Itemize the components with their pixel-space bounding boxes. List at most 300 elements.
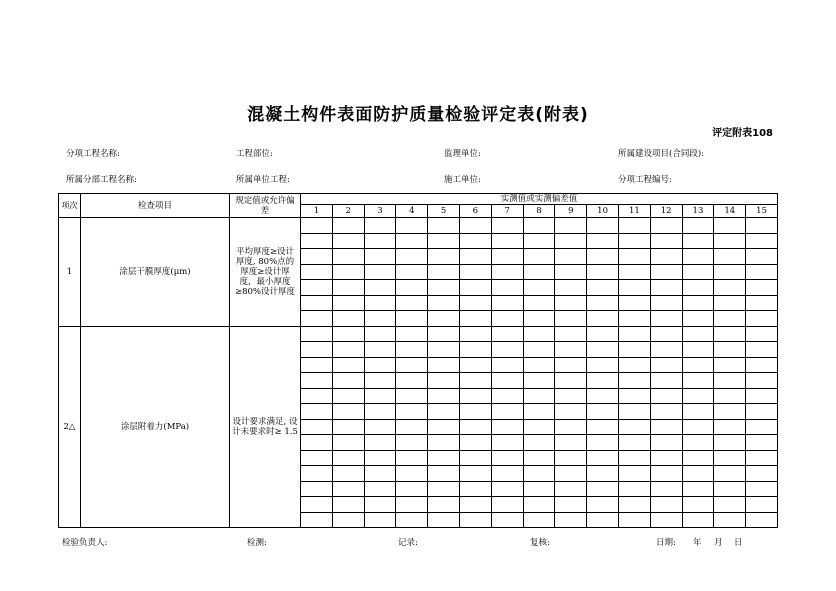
- measured-value-cell[interactable]: [555, 218, 587, 234]
- measured-value-cell[interactable]: [428, 280, 460, 296]
- measured-value-cell[interactable]: [682, 326, 714, 342]
- measured-value-cell[interactable]: [587, 311, 619, 327]
- measured-value-cell[interactable]: [459, 249, 491, 265]
- measured-value-cell[interactable]: [459, 233, 491, 249]
- measured-value-cell[interactable]: [682, 311, 714, 327]
- measured-value-cell[interactable]: [555, 373, 587, 389]
- measured-value-cell[interactable]: [459, 388, 491, 404]
- measured-value-cell[interactable]: [301, 264, 333, 280]
- measured-value-cell[interactable]: [332, 435, 364, 451]
- measured-value-cell[interactable]: [301, 218, 333, 234]
- measured-value-cell[interactable]: [364, 249, 396, 265]
- measured-value-cell[interactable]: [587, 450, 619, 466]
- measured-value-cell[interactable]: [523, 481, 555, 497]
- measured-value-cell[interactable]: [428, 326, 460, 342]
- measured-value-cell[interactable]: [396, 218, 428, 234]
- measured-value-cell[interactable]: [523, 218, 555, 234]
- measured-value-cell[interactable]: [618, 404, 650, 420]
- measured-value-cell[interactable]: [682, 419, 714, 435]
- measured-value-cell[interactable]: [746, 481, 778, 497]
- measured-value-cell[interactable]: [428, 342, 460, 358]
- measured-value-cell[interactable]: [555, 404, 587, 420]
- measured-value-cell[interactable]: [396, 512, 428, 528]
- measured-value-cell[interactable]: [364, 218, 396, 234]
- measured-value-cell[interactable]: [459, 295, 491, 311]
- measured-value-cell[interactable]: [587, 295, 619, 311]
- measured-value-cell[interactable]: [428, 311, 460, 327]
- measured-value-cell[interactable]: [428, 357, 460, 373]
- measured-value-cell[interactable]: [301, 326, 333, 342]
- measured-value-cell[interactable]: [332, 264, 364, 280]
- measured-value-cell[interactable]: [491, 233, 523, 249]
- measured-value-cell[interactable]: [523, 326, 555, 342]
- measured-value-cell[interactable]: [682, 264, 714, 280]
- measured-value-cell[interactable]: [682, 357, 714, 373]
- measured-value-cell[interactable]: [714, 481, 746, 497]
- measured-value-cell[interactable]: [555, 388, 587, 404]
- measured-value-cell[interactable]: [618, 373, 650, 389]
- measured-value-cell[interactable]: [555, 512, 587, 528]
- measured-value-cell[interactable]: [332, 404, 364, 420]
- measured-value-cell[interactable]: [523, 512, 555, 528]
- measured-value-cell[interactable]: [396, 342, 428, 358]
- measured-value-cell[interactable]: [746, 512, 778, 528]
- measured-value-cell[interactable]: [714, 311, 746, 327]
- measured-value-cell[interactable]: [332, 295, 364, 311]
- measured-value-cell[interactable]: [364, 311, 396, 327]
- measured-value-cell[interactable]: [650, 311, 682, 327]
- measured-value-cell[interactable]: [587, 280, 619, 296]
- measured-value-cell[interactable]: [459, 280, 491, 296]
- measured-value-cell[interactable]: [746, 373, 778, 389]
- measured-value-cell[interactable]: [491, 404, 523, 420]
- measured-value-cell[interactable]: [618, 512, 650, 528]
- measured-value-cell[interactable]: [301, 233, 333, 249]
- measured-value-cell[interactable]: [650, 435, 682, 451]
- measured-value-cell[interactable]: [714, 326, 746, 342]
- measured-value-cell[interactable]: [746, 326, 778, 342]
- measured-value-cell[interactable]: [301, 388, 333, 404]
- measured-value-cell[interactable]: [555, 435, 587, 451]
- measured-value-cell[interactable]: [301, 357, 333, 373]
- measured-value-cell[interactable]: [301, 342, 333, 358]
- measured-value-cell[interactable]: [555, 295, 587, 311]
- measured-value-cell[interactable]: [650, 466, 682, 482]
- measured-value-cell[interactable]: [459, 311, 491, 327]
- measured-value-cell[interactable]: [555, 466, 587, 482]
- measured-value-cell[interactable]: [491, 497, 523, 513]
- measured-value-cell[interactable]: [428, 497, 460, 513]
- measured-value-cell[interactable]: [682, 388, 714, 404]
- measured-value-cell[interactable]: [459, 497, 491, 513]
- measured-value-cell[interactable]: [364, 388, 396, 404]
- measured-value-cell[interactable]: [364, 466, 396, 482]
- measured-value-cell[interactable]: [523, 450, 555, 466]
- measured-value-cell[interactable]: [396, 233, 428, 249]
- measured-value-cell[interactable]: [714, 357, 746, 373]
- measured-value-cell[interactable]: [682, 373, 714, 389]
- measured-value-cell[interactable]: [301, 512, 333, 528]
- measured-value-cell[interactable]: [459, 512, 491, 528]
- measured-value-cell[interactable]: [682, 435, 714, 451]
- measured-value-cell[interactable]: [332, 497, 364, 513]
- measured-value-cell[interactable]: [587, 481, 619, 497]
- measured-value-cell[interactable]: [587, 388, 619, 404]
- measured-value-cell[interactable]: [714, 435, 746, 451]
- measured-value-cell[interactable]: [396, 450, 428, 466]
- measured-value-cell[interactable]: [618, 419, 650, 435]
- measured-value-cell[interactable]: [746, 311, 778, 327]
- measured-value-cell[interactable]: [428, 295, 460, 311]
- measured-value-cell[interactable]: [650, 218, 682, 234]
- measured-value-cell[interactable]: [523, 280, 555, 296]
- measured-value-cell[interactable]: [491, 512, 523, 528]
- measured-value-cell[interactable]: [428, 481, 460, 497]
- measured-value-cell[interactable]: [650, 264, 682, 280]
- measured-value-cell[interactable]: [682, 404, 714, 420]
- measured-value-cell[interactable]: [555, 249, 587, 265]
- measured-value-cell[interactable]: [682, 466, 714, 482]
- measured-value-cell[interactable]: [746, 357, 778, 373]
- measured-value-cell[interactable]: [618, 326, 650, 342]
- measured-value-cell[interactable]: [682, 280, 714, 296]
- measured-value-cell[interactable]: [714, 388, 746, 404]
- measured-value-cell[interactable]: [523, 295, 555, 311]
- measured-value-cell[interactable]: [364, 497, 396, 513]
- measured-value-cell[interactable]: [682, 295, 714, 311]
- measured-value-cell[interactable]: [618, 311, 650, 327]
- measured-value-cell[interactable]: [555, 311, 587, 327]
- measured-value-cell[interactable]: [618, 280, 650, 296]
- measured-value-cell[interactable]: [364, 326, 396, 342]
- measured-value-cell[interactable]: [650, 280, 682, 296]
- measured-value-cell[interactable]: [714, 419, 746, 435]
- measured-value-cell[interactable]: [491, 280, 523, 296]
- measured-value-cell[interactable]: [587, 373, 619, 389]
- measured-value-cell[interactable]: [396, 249, 428, 265]
- measured-value-cell[interactable]: [587, 466, 619, 482]
- measured-value-cell[interactable]: [650, 481, 682, 497]
- measured-value-cell[interactable]: [523, 311, 555, 327]
- measured-value-cell[interactable]: [523, 357, 555, 373]
- measured-value-cell[interactable]: [332, 481, 364, 497]
- measured-value-cell[interactable]: [714, 218, 746, 234]
- measured-value-cell[interactable]: [555, 497, 587, 513]
- measured-value-cell[interactable]: [650, 326, 682, 342]
- measured-value-cell[interactable]: [396, 264, 428, 280]
- measured-value-cell[interactable]: [618, 218, 650, 234]
- measured-value-cell[interactable]: [682, 512, 714, 528]
- measured-value-cell[interactable]: [301, 280, 333, 296]
- measured-value-cell[interactable]: [459, 435, 491, 451]
- measured-value-cell[interactable]: [714, 404, 746, 420]
- measured-value-cell[interactable]: [332, 357, 364, 373]
- measured-value-cell[interactable]: [459, 357, 491, 373]
- measured-value-cell[interactable]: [301, 466, 333, 482]
- measured-value-cell[interactable]: [650, 342, 682, 358]
- measured-value-cell[interactable]: [523, 249, 555, 265]
- measured-value-cell[interactable]: [332, 342, 364, 358]
- measured-value-cell[interactable]: [523, 404, 555, 420]
- measured-value-cell[interactable]: [396, 404, 428, 420]
- measured-value-cell[interactable]: [682, 497, 714, 513]
- measured-value-cell[interactable]: [714, 373, 746, 389]
- measured-value-cell[interactable]: [682, 342, 714, 358]
- measured-value-cell[interactable]: [332, 280, 364, 296]
- measured-value-cell[interactable]: [555, 357, 587, 373]
- measured-value-cell[interactable]: [491, 342, 523, 358]
- measured-value-cell[interactable]: [332, 218, 364, 234]
- measured-value-cell[interactable]: [682, 233, 714, 249]
- measured-value-cell[interactable]: [364, 512, 396, 528]
- measured-value-cell[interactable]: [459, 264, 491, 280]
- measured-value-cell[interactable]: [491, 419, 523, 435]
- measured-value-cell[interactable]: [746, 435, 778, 451]
- measured-value-cell[interactable]: [714, 233, 746, 249]
- measured-value-cell[interactable]: [523, 497, 555, 513]
- measured-value-cell[interactable]: [746, 295, 778, 311]
- measured-value-cell[interactable]: [332, 326, 364, 342]
- measured-value-cell[interactable]: [364, 233, 396, 249]
- measured-value-cell[interactable]: [396, 280, 428, 296]
- measured-value-cell[interactable]: [650, 295, 682, 311]
- measured-value-cell[interactable]: [332, 512, 364, 528]
- measured-value-cell[interactable]: [555, 280, 587, 296]
- measured-value-cell[interactable]: [650, 419, 682, 435]
- measured-value-cell[interactable]: [459, 373, 491, 389]
- measured-value-cell[interactable]: [714, 466, 746, 482]
- measured-value-cell[interactable]: [332, 466, 364, 482]
- measured-value-cell[interactable]: [428, 512, 460, 528]
- measured-value-cell[interactable]: [491, 450, 523, 466]
- measured-value-cell[interactable]: [650, 450, 682, 466]
- measured-value-cell[interactable]: [332, 419, 364, 435]
- measured-value-cell[interactable]: [396, 311, 428, 327]
- measured-value-cell[interactable]: [364, 404, 396, 420]
- measured-value-cell[interactable]: [587, 512, 619, 528]
- measured-value-cell[interactable]: [650, 388, 682, 404]
- measured-value-cell[interactable]: [523, 342, 555, 358]
- measured-value-cell[interactable]: [618, 233, 650, 249]
- measured-value-cell[interactable]: [364, 264, 396, 280]
- measured-value-cell[interactable]: [587, 404, 619, 420]
- measured-value-cell[interactable]: [491, 357, 523, 373]
- measured-value-cell[interactable]: [491, 388, 523, 404]
- measured-value-cell[interactable]: [714, 295, 746, 311]
- measured-value-cell[interactable]: [428, 373, 460, 389]
- measured-value-cell[interactable]: [555, 419, 587, 435]
- measured-value-cell[interactable]: [682, 218, 714, 234]
- measured-value-cell[interactable]: [587, 342, 619, 358]
- measured-value-cell[interactable]: [396, 373, 428, 389]
- measured-value-cell[interactable]: [332, 233, 364, 249]
- measured-value-cell[interactable]: [682, 450, 714, 466]
- measured-value-cell[interactable]: [301, 481, 333, 497]
- measured-value-cell[interactable]: [491, 326, 523, 342]
- measured-value-cell[interactable]: [587, 264, 619, 280]
- measured-value-cell[interactable]: [714, 280, 746, 296]
- measured-value-cell[interactable]: [428, 264, 460, 280]
- measured-value-cell[interactable]: [428, 435, 460, 451]
- measured-value-cell[interactable]: [396, 497, 428, 513]
- measured-value-cell[interactable]: [301, 404, 333, 420]
- measured-value-cell[interactable]: [587, 419, 619, 435]
- measured-value-cell[interactable]: [555, 481, 587, 497]
- measured-value-cell[interactable]: [491, 249, 523, 265]
- measured-value-cell[interactable]: [746, 249, 778, 265]
- measured-value-cell[interactable]: [618, 450, 650, 466]
- measured-value-cell[interactable]: [618, 264, 650, 280]
- measured-value-cell[interactable]: [746, 388, 778, 404]
- measured-value-cell[interactable]: [523, 466, 555, 482]
- measured-value-cell[interactable]: [555, 264, 587, 280]
- measured-value-cell[interactable]: [491, 264, 523, 280]
- measured-value-cell[interactable]: [587, 249, 619, 265]
- measured-value-cell[interactable]: [618, 481, 650, 497]
- measured-value-cell[interactable]: [587, 497, 619, 513]
- measured-value-cell[interactable]: [555, 326, 587, 342]
- measured-value-cell[interactable]: [364, 373, 396, 389]
- measured-value-cell[interactable]: [714, 497, 746, 513]
- measured-value-cell[interactable]: [555, 450, 587, 466]
- measured-value-cell[interactable]: [587, 326, 619, 342]
- measured-value-cell[interactable]: [523, 388, 555, 404]
- measured-value-cell[interactable]: [587, 233, 619, 249]
- measured-value-cell[interactable]: [618, 466, 650, 482]
- measured-value-cell[interactable]: [428, 466, 460, 482]
- measured-value-cell[interactable]: [523, 373, 555, 389]
- measured-value-cell[interactable]: [650, 357, 682, 373]
- measured-value-cell[interactable]: [746, 233, 778, 249]
- measured-value-cell[interactable]: [587, 357, 619, 373]
- measured-value-cell[interactable]: [301, 419, 333, 435]
- measured-value-cell[interactable]: [396, 388, 428, 404]
- measured-value-cell[interactable]: [746, 218, 778, 234]
- measured-value-cell[interactable]: [682, 249, 714, 265]
- measured-value-cell[interactable]: [459, 326, 491, 342]
- measured-value-cell[interactable]: [428, 218, 460, 234]
- measured-value-cell[interactable]: [332, 388, 364, 404]
- measured-value-cell[interactable]: [396, 466, 428, 482]
- measured-value-cell[interactable]: [618, 249, 650, 265]
- measured-value-cell[interactable]: [618, 295, 650, 311]
- measured-value-cell[interactable]: [428, 388, 460, 404]
- measured-value-cell[interactable]: [364, 342, 396, 358]
- measured-value-cell[interactable]: [523, 435, 555, 451]
- measured-value-cell[interactable]: [364, 435, 396, 451]
- measured-value-cell[interactable]: [301, 249, 333, 265]
- measured-value-cell[interactable]: [746, 450, 778, 466]
- measured-value-cell[interactable]: [714, 264, 746, 280]
- measured-value-cell[interactable]: [428, 233, 460, 249]
- measured-value-cell[interactable]: [746, 404, 778, 420]
- measured-value-cell[interactable]: [364, 280, 396, 296]
- measured-value-cell[interactable]: [364, 481, 396, 497]
- measured-value-cell[interactable]: [459, 481, 491, 497]
- measured-value-cell[interactable]: [523, 264, 555, 280]
- measured-value-cell[interactable]: [396, 295, 428, 311]
- measured-value-cell[interactable]: [491, 218, 523, 234]
- measured-value-cell[interactable]: [459, 450, 491, 466]
- measured-value-cell[interactable]: [428, 450, 460, 466]
- measured-value-cell[interactable]: [650, 373, 682, 389]
- measured-value-cell[interactable]: [396, 435, 428, 451]
- measured-value-cell[interactable]: [618, 342, 650, 358]
- measured-value-cell[interactable]: [396, 326, 428, 342]
- measured-value-cell[interactable]: [301, 295, 333, 311]
- measured-value-cell[interactable]: [555, 342, 587, 358]
- measured-value-cell[interactable]: [650, 512, 682, 528]
- measured-value-cell[interactable]: [459, 404, 491, 420]
- measured-value-cell[interactable]: [301, 373, 333, 389]
- measured-value-cell[interactable]: [364, 419, 396, 435]
- measured-value-cell[interactable]: [618, 435, 650, 451]
- measured-value-cell[interactable]: [714, 342, 746, 358]
- measured-value-cell[interactable]: [332, 311, 364, 327]
- measured-value-cell[interactable]: [587, 435, 619, 451]
- measured-value-cell[interactable]: [396, 481, 428, 497]
- measured-value-cell[interactable]: [428, 404, 460, 420]
- measured-value-cell[interactable]: [364, 295, 396, 311]
- measured-value-cell[interactable]: [618, 357, 650, 373]
- measured-value-cell[interactable]: [618, 497, 650, 513]
- measured-value-cell[interactable]: [301, 450, 333, 466]
- measured-value-cell[interactable]: [332, 249, 364, 265]
- measured-value-cell[interactable]: [364, 357, 396, 373]
- measured-value-cell[interactable]: [714, 450, 746, 466]
- measured-value-cell[interactable]: [682, 481, 714, 497]
- measured-value-cell[interactable]: [332, 450, 364, 466]
- measured-value-cell[interactable]: [587, 218, 619, 234]
- measured-value-cell[interactable]: [428, 419, 460, 435]
- measured-value-cell[interactable]: [396, 357, 428, 373]
- measured-value-cell[interactable]: [459, 419, 491, 435]
- measured-value-cell[interactable]: [459, 342, 491, 358]
- measured-value-cell[interactable]: [714, 249, 746, 265]
- measured-value-cell[interactable]: [746, 466, 778, 482]
- measured-value-cell[interactable]: [491, 295, 523, 311]
- measured-value-cell[interactable]: [650, 497, 682, 513]
- measured-value-cell[interactable]: [491, 481, 523, 497]
- measured-value-cell[interactable]: [491, 311, 523, 327]
- measured-value-cell[interactable]: [332, 373, 364, 389]
- measured-value-cell[interactable]: [428, 249, 460, 265]
- measured-value-cell[interactable]: [746, 497, 778, 513]
- measured-value-cell[interactable]: [459, 218, 491, 234]
- measured-value-cell[interactable]: [746, 264, 778, 280]
- measured-value-cell[interactable]: [491, 466, 523, 482]
- measured-value-cell[interactable]: [746, 342, 778, 358]
- measured-value-cell[interactable]: [746, 419, 778, 435]
- measured-value-cell[interactable]: [618, 388, 650, 404]
- measured-value-cell[interactable]: [650, 233, 682, 249]
- measured-value-cell[interactable]: [301, 435, 333, 451]
- measured-value-cell[interactable]: [459, 466, 491, 482]
- measured-value-cell[interactable]: [364, 450, 396, 466]
- measured-value-cell[interactable]: [491, 373, 523, 389]
- measured-value-cell[interactable]: [650, 404, 682, 420]
- measured-value-cell[interactable]: [301, 311, 333, 327]
- measured-value-cell[interactable]: [491, 435, 523, 451]
- measured-value-cell[interactable]: [714, 512, 746, 528]
- measured-value-cell[interactable]: [650, 249, 682, 265]
- measured-value-cell[interactable]: [746, 280, 778, 296]
- measured-value-cell[interactable]: [555, 233, 587, 249]
- measured-value-cell[interactable]: [523, 419, 555, 435]
- measured-value-cell[interactable]: [396, 419, 428, 435]
- measured-value-cell[interactable]: [301, 497, 333, 513]
- measured-value-cell[interactable]: [523, 233, 555, 249]
